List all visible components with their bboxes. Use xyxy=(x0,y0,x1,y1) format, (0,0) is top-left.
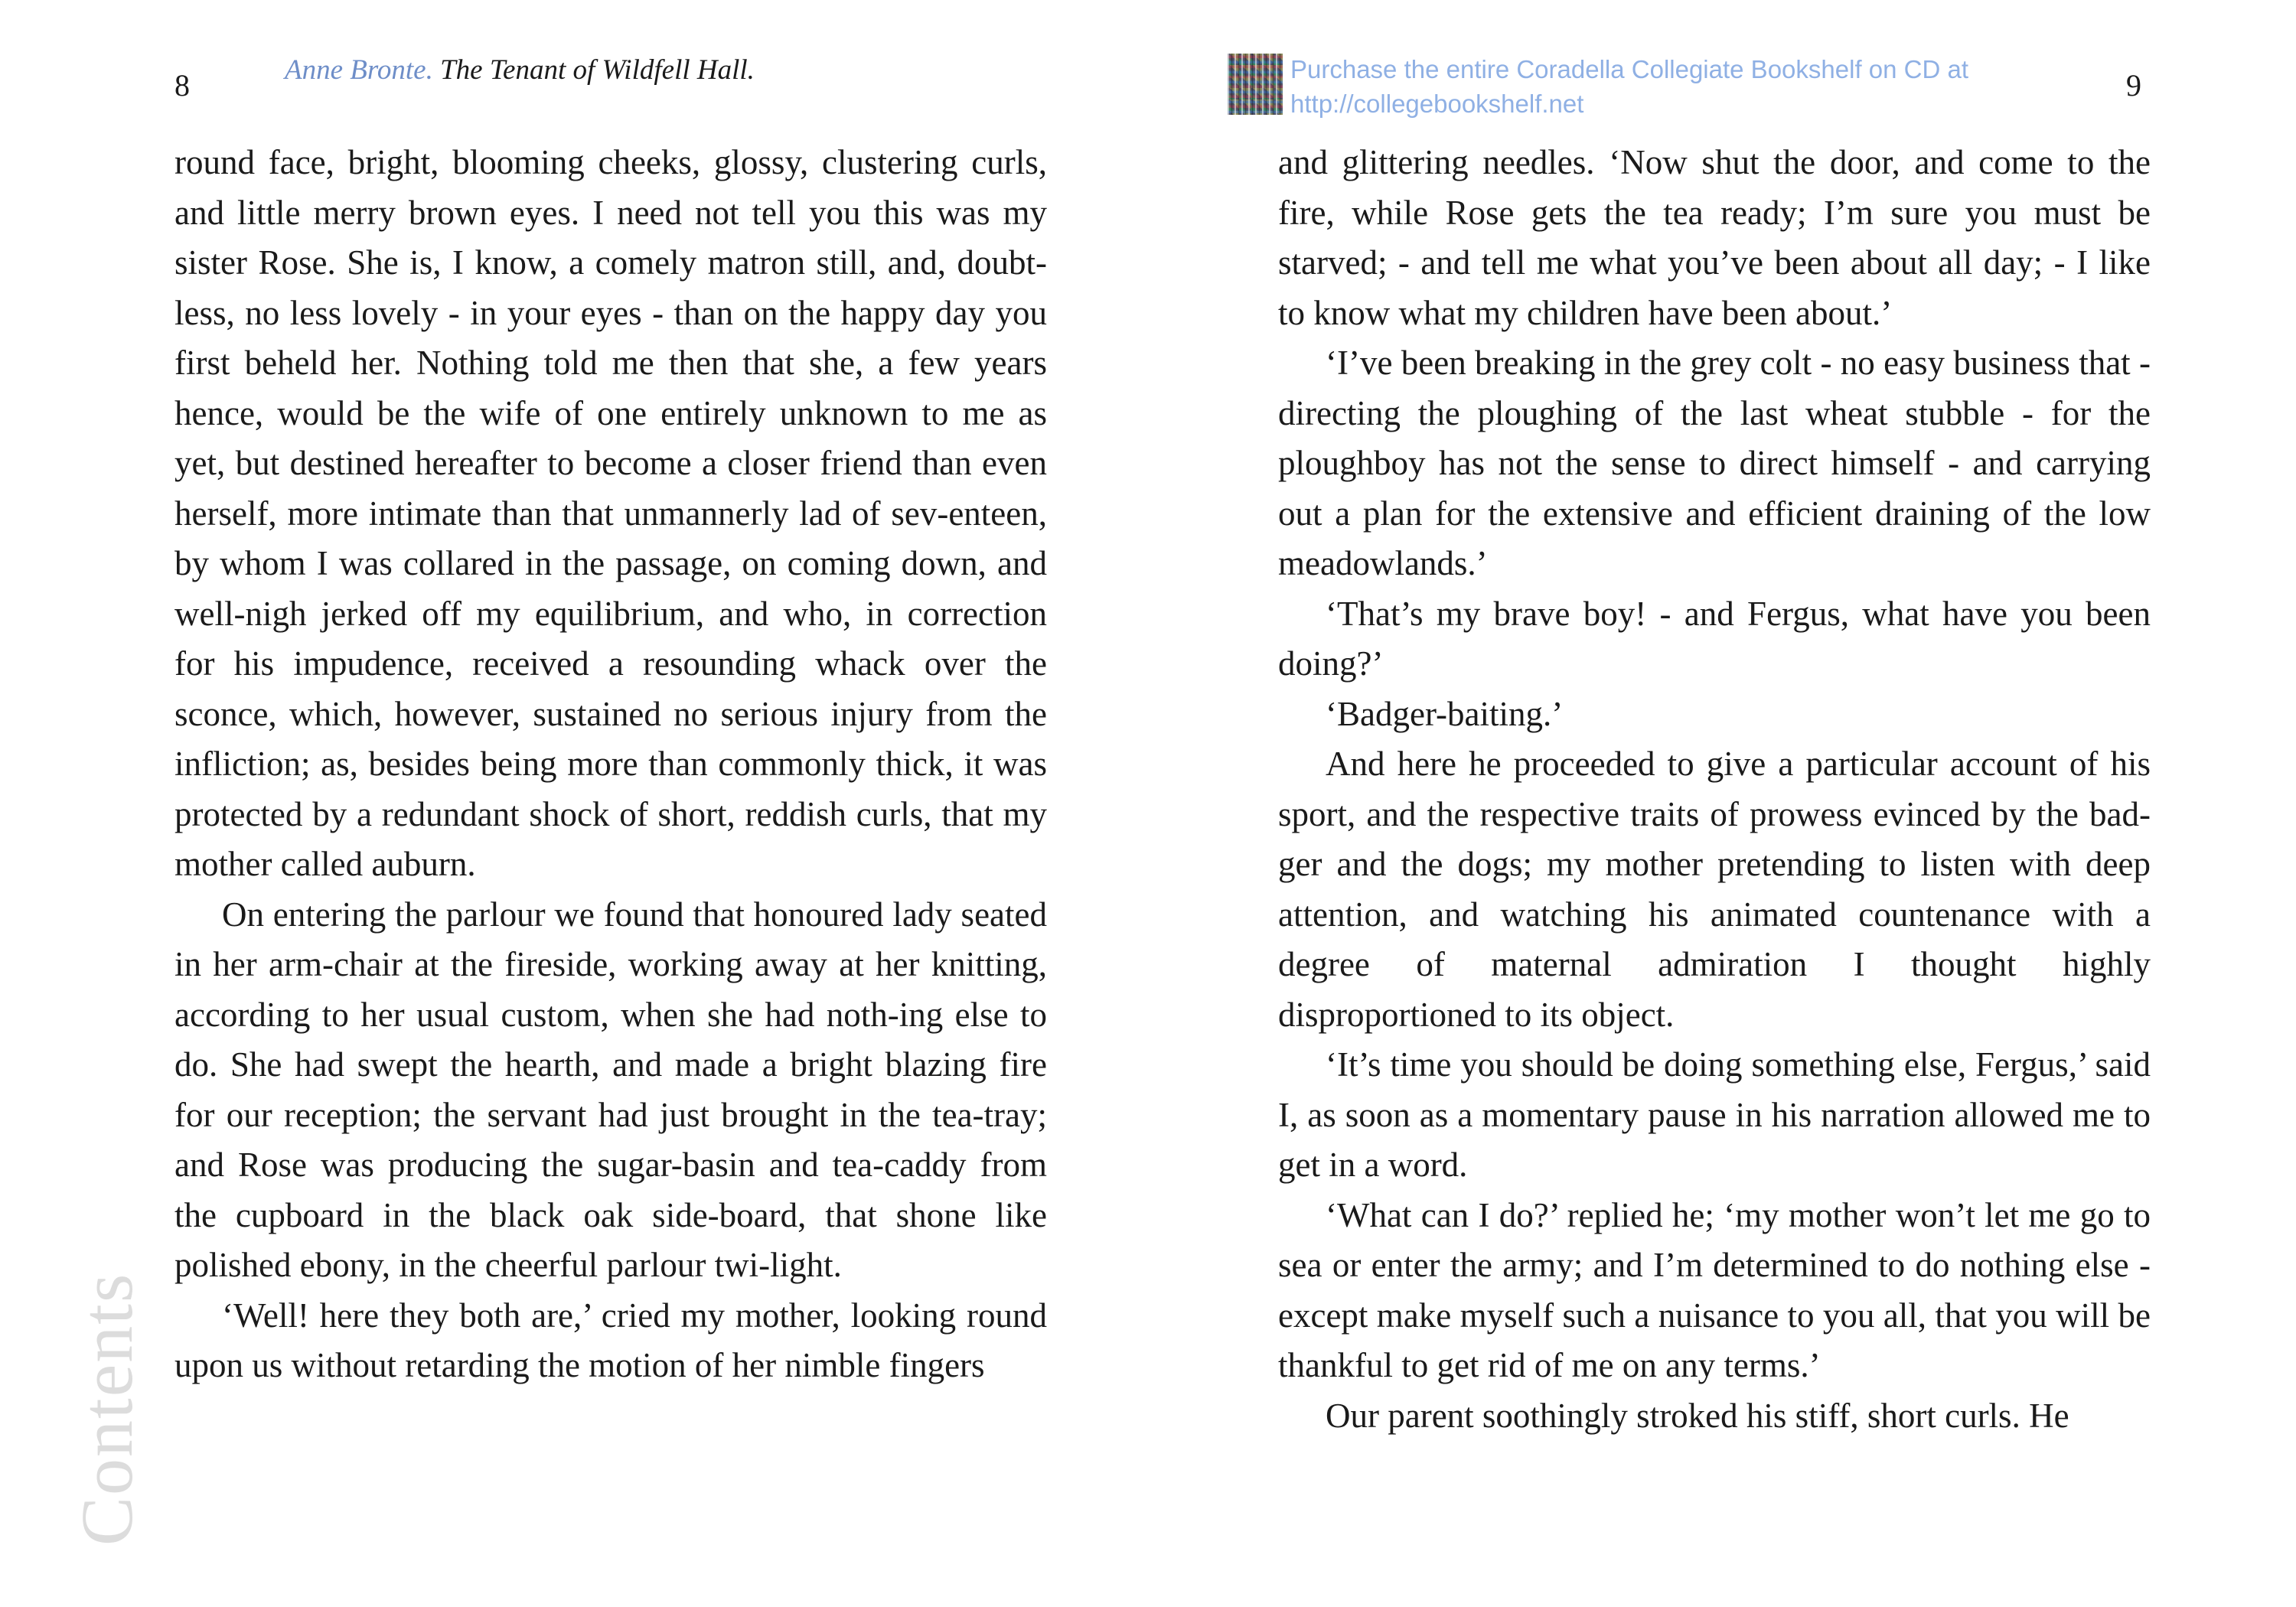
paragraph: Our parent soothingly stroked his stiff, short curls. He xyxy=(1326,1396,2069,1435)
right-page-body xyxy=(1278,138,2151,1441)
running-header xyxy=(285,54,755,86)
promo-text[interactable] xyxy=(1290,52,1968,121)
left-page-number: 8 xyxy=(174,68,190,103)
left-page-body xyxy=(174,138,1047,1391)
header-title: The Tenant of Wildfell Hall. xyxy=(440,54,755,86)
contents-tab[interactable]: Contents xyxy=(66,1272,148,1546)
paragraph: ‘Badger-baiting.’ xyxy=(1326,694,1564,733)
promo-line: Purchase the entire Coradella Collegiate Bookshelf on CD at xyxy=(1290,55,1969,83)
paragraph: ‘That’s my brave boy! - and Fergus, what have you been doing?’ xyxy=(1278,594,2151,683)
paragraph: and glittering needles. ‘Now shut the door, and come to the fire, while Rose gets the tea ready; I’m sure you must be starved; - and tell me what you’ve been about all day; - I like to know what my children have been about.’ xyxy=(1278,143,2151,332)
paragraph: ‘It’s time you should be doing something else, Fergus,’ said I, as soon as a momentary pause in his narration allowed me to get in a word. xyxy=(1278,1045,2151,1184)
paragraph: And here he proceeded to give a particular account of his sport, and the respective traits of prowess evinced by the bad-ger and the dogs; my mother pretending to listen with deep attention, and watching his animated countenance with a degree of maternal admiration I thought highly disproportioned to its object. xyxy=(1278,745,2151,1034)
promo-link[interactable]: http://collegebookshelf.net xyxy=(1290,90,1584,118)
right-page-number: 9 xyxy=(2126,68,2141,103)
paragraph: ‘Well! here they both are,’ cried my mother, looking round upon us without retarding the motion of her nimble fingers xyxy=(174,1296,1047,1384)
paragraph: ‘I’ve been breaking in the grey colt - no easy business that - directing the ploughing of the last wheat stubble - for the ploughboy has not the sense to direct himself - and carrying out a plan for the extensive and efficient draining of the low meadowlands.’ xyxy=(1278,344,2151,582)
paragraph: ‘What can I do?’ replied he; ‘my mother won’t let me go to sea or enter the army; and I’m determined to do nothing else - except make myself such a nuisance to you all, that you will be thankful to get rid of me on any terms.’ xyxy=(1278,1195,2151,1384)
header-author: Anne Bronte. xyxy=(285,54,433,86)
promo-banner[interactable] xyxy=(1228,52,1968,121)
qr-code-icon xyxy=(1228,54,1283,115)
paragraph: round face, bright, blooming cheeks, glossy, clustering curls, and little merry brown eyes. I need not tell you this was my sister Rose. She is, I know, a comely matron still, and, doubt-less, no less lovely - in your eyes - than on the happy day you first beheld her. Nothing told me then that she, a few years hence, would be the wife of one entirely unknown to me as yet, but destined hereafter to become a closer friend than even herself, more intimate than that unmannerly lad of sev-enteen, by whom I was collared in the passage, on coming down, and well-nigh jerked off my equilibrium, and who, in correction for his impudence, received a resounding whack over the sconce, which, however, sustained no serious injury from the infliction; as, besides being more than commonly thick, it was protected by a redundant shock of short, reddish curls, that my mother called auburn. xyxy=(174,143,1047,883)
paragraph: On entering the parlour we found that honoured lady seated in her arm-chair at the fireside, working away at her knitting, according to her usual custom, when she had noth-ing else to do. She had swept the hearth, and made a bright blazing fire for our reception; the servant had just brought in the tea-tray; and Rose was producing the sugar-basin and tea-caddy from the cupboard in the black oak side-board, that shone like polished ebony, in the cheerful parlour twi-light. xyxy=(174,895,1047,1284)
